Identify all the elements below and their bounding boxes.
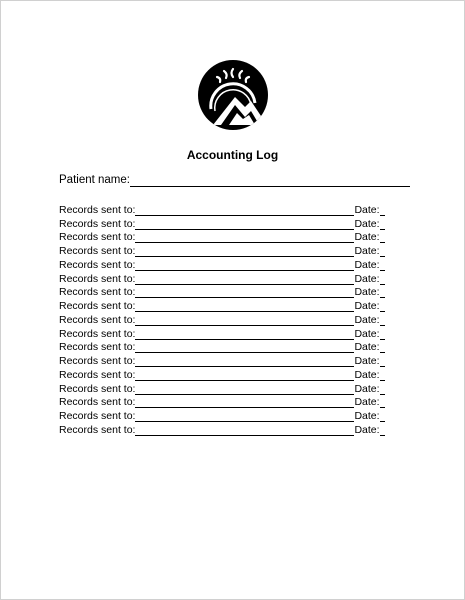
record-row — [59, 312, 385, 326]
records-sent-to-field[interactable] — [135, 396, 354, 408]
date-label: Date: — [354, 231, 380, 244]
record-row — [59, 326, 385, 340]
date-field[interactable] — [380, 341, 385, 353]
date-label: Date: — [354, 341, 380, 354]
date-field[interactable] — [380, 300, 385, 312]
patient-name-row — [59, 173, 410, 187]
records-sent-to-field[interactable] — [135, 273, 354, 285]
date-label: Date: — [354, 300, 380, 312]
records-sent-to-label: Records sent to: — [59, 341, 136, 354]
date-field[interactable] — [380, 410, 385, 422]
records-sent-to-label: Records sent to: — [59, 410, 136, 422]
date-field[interactable] — [380, 328, 385, 340]
records-sent-to-label: Records sent to: — [59, 355, 136, 367]
record-row — [59, 243, 385, 257]
records-sent-to-label: Records sent to: — [59, 286, 136, 299]
records-sent-to-label: Records sent to: — [59, 368, 136, 381]
records-sent-to-field[interactable] — [135, 383, 354, 395]
date-label: Date: — [354, 245, 380, 257]
records-sent-to-label: Records sent to: — [59, 245, 136, 257]
record-row — [59, 367, 385, 381]
records-sent-to-field[interactable] — [135, 328, 354, 340]
date-field[interactable] — [380, 424, 385, 436]
date-label: Date: — [354, 203, 380, 216]
date-field[interactable] — [380, 314, 385, 326]
date-field[interactable] — [380, 231, 385, 243]
records-sent-to-field[interactable] — [135, 314, 354, 326]
date-label: Date: — [354, 396, 380, 409]
date-label: Date: — [354, 327, 380, 340]
records-sent-to-label: Records sent to: — [59, 231, 136, 244]
records-list — [59, 202, 385, 436]
date-field[interactable] — [380, 259, 385, 271]
record-row — [59, 340, 385, 354]
record-row — [59, 395, 385, 409]
records-sent-to-field[interactable] — [135, 424, 354, 436]
records-sent-to-field[interactable] — [135, 355, 354, 367]
date-field[interactable] — [380, 355, 385, 367]
records-sent-to-field[interactable] — [135, 341, 354, 353]
date-field[interactable] — [380, 396, 385, 408]
records-sent-to-field[interactable] — [135, 218, 354, 230]
record-row — [59, 353, 385, 367]
record-row — [59, 285, 385, 299]
date-label: Date: — [354, 368, 380, 381]
patient-name-field[interactable] — [130, 174, 410, 187]
date-field[interactable] — [380, 286, 385, 298]
date-field[interactable] — [380, 204, 385, 216]
sun-mountain-logo-icon — [197, 59, 269, 131]
records-sent-to-label: Records sent to: — [59, 217, 136, 230]
date-field[interactable] — [380, 383, 385, 395]
records-sent-to-label: Records sent to: — [59, 382, 136, 395]
record-row — [59, 381, 385, 395]
records-sent-to-field[interactable] — [135, 300, 354, 312]
records-sent-to-label: Records sent to: — [59, 203, 136, 216]
date-label: Date: — [354, 410, 380, 422]
record-row — [59, 216, 385, 230]
record-row — [59, 422, 385, 436]
date-label: Date: — [354, 313, 380, 326]
date-label: Date: — [354, 217, 380, 230]
date-label: Date: — [354, 355, 380, 367]
date-label: Date: — [354, 423, 380, 436]
date-field[interactable] — [380, 245, 385, 257]
records-sent-to-label: Records sent to: — [59, 272, 136, 285]
record-row — [59, 271, 385, 285]
date-field[interactable] — [380, 273, 385, 285]
date-field[interactable] — [380, 218, 385, 230]
date-label: Date: — [354, 286, 380, 299]
records-sent-to-label: Records sent to: — [59, 313, 136, 326]
records-sent-to-field[interactable] — [135, 245, 354, 257]
page-title: Accounting Log — [186, 148, 279, 162]
records-sent-to-field[interactable] — [135, 259, 354, 271]
records-sent-to-label: Records sent to: — [59, 396, 136, 409]
record-row — [59, 408, 385, 422]
records-sent-to-field[interactable] — [135, 286, 354, 298]
patient-name-label: Patient name: — [59, 174, 130, 186]
records-sent-to-label: Records sent to: — [59, 258, 136, 271]
records-sent-to-label: Records sent to: — [59, 327, 136, 340]
date-label: Date: — [354, 382, 380, 395]
records-sent-to-field[interactable] — [135, 231, 354, 243]
record-row — [59, 257, 385, 271]
date-label: Date: — [354, 258, 380, 271]
record-row — [59, 298, 385, 312]
record-row — [59, 230, 385, 244]
date-label: Date: — [354, 272, 380, 285]
date-field[interactable] — [380, 369, 385, 381]
records-sent-to-field[interactable] — [135, 410, 354, 422]
records-sent-to-label: Records sent to: — [59, 423, 136, 436]
records-sent-to-label: Records sent to: — [59, 300, 136, 312]
records-sent-to-field[interactable] — [135, 369, 354, 381]
record-row — [59, 202, 385, 216]
records-sent-to-field[interactable] — [135, 204, 354, 216]
